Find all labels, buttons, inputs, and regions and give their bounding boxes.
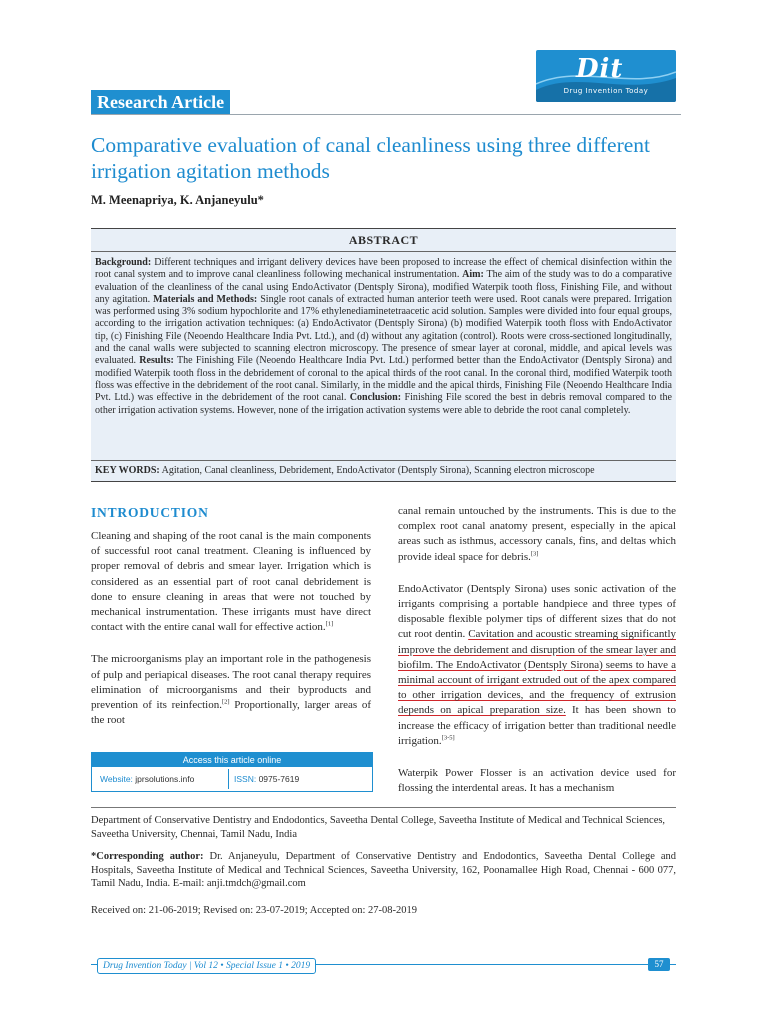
intro-p2-text: The microorganisms play an important role in the pathogenesis of pulp and periapical diseases. The root canal therapy requires elimination of microorganisms and their byproducts and prevention of its reinfection.: [91, 653, 371, 712]
logo-subtitle: Drug Invention Today: [563, 87, 649, 95]
intro-r2-tail: It has been shown to increase the efficacy of irrigation better than traditional needle irrigation.: [398, 704, 676, 747]
access-box: [91, 752, 373, 792]
results-label: Results:: [139, 355, 174, 367]
keywords-divider: [91, 460, 676, 461]
citation: [3-5]: [441, 734, 455, 742]
issn-value: 0975-7619: [258, 774, 300, 784]
conclusion-text: Finishing File scored the best in debris removal compared to the other irrigation activation systems. However, none of the irrigation activation systems were able to debride the root canal completely.: [95, 392, 672, 416]
corresponding-author: [91, 850, 676, 891]
access-separator: [228, 769, 229, 789]
intro-paragraph-5: [398, 766, 676, 796]
access-heading: Access this article online: [92, 753, 372, 767]
abstract-heading: ABSTRACT: [348, 233, 419, 247]
results-text: The Finishing File (Neoendo Healthcare India Pvt. Ltd.) performed better than the EndoActivator (Dentsply Sirona) and modified Waterpik tooth floss in the debridement of coronal to the apical thirds of the root canal. In the coronal third, modified Waterpik tooth floss was effective in the debridement of the root canal. Similarly, in the middle and the apical thirds, Finishing File (Neoendo Healthcare India Pvt. Ltd.) was effective in the debridement of the root canal.: [95, 355, 672, 404]
aim-label: Aim:: [462, 269, 484, 281]
citation: [3]: [530, 549, 539, 557]
introduction-heading: INTRODUCTION: [91, 505, 209, 520]
background-text: Different techniques and irrigant delivery devices have been proposed to increase the effect of chemical disinfection within the root canal system and to improve canal cleanliness following mechanical instrumentation.: [95, 257, 672, 281]
section-divider: [91, 114, 681, 115]
abstract-divider: [91, 251, 676, 252]
journal-logo: [536, 50, 676, 102]
intro-paragraph-4: [398, 582, 676, 749]
affiliation: Department of Conservative Dentistry and Endodontics, Saveetha Dental College, Saveetha Institute of Medical and Technical Sciences, Saveetha University, Chennai, Tamil Nadu, India: [91, 815, 666, 840]
keywords-text: Agitation, Canal cleanliness, Debridement, EndoActivator (Dentsply Sirona), Scanning electron microscope: [159, 465, 595, 476]
left-column: [91, 529, 371, 745]
access-issn: [234, 774, 299, 784]
authors: M. Meenapriya, K. Anjaneyulu*: [91, 193, 264, 207]
intro-r2-text: EndoActivator (Dentsply Sirona) uses sonic activation of the irrigants comprising a portable handpiece and three types of disposable flexible polymer tips of different sizes that do not cut root dentin.: [398, 582, 676, 641]
background-label: Background:: [95, 257, 152, 268]
section-label: Research Article: [91, 90, 230, 114]
footer-journal: Drug Invention Today | Vol 12 • Special Issue 1 • 2019: [97, 958, 316, 974]
article-title: Comparative evaluation of canal cleanliness using three different irrigation agitation methods: [91, 133, 650, 183]
abstract-text: [95, 257, 672, 417]
methods-text: Single root canals of extracted human anterior teeth were used. Root canals were prepared. Irrigation was performed using 3% sodium hypochlorite and 17% ethylenediaminetetraacetic acid solution. Samples were divided into four equal groups, according to the irrigation activation techniques: (a) EndoActivator (Dentsply Sirona) (b) modified Waterpik tooth floss with EndoActivator tip, (c) Finishing File (Neoendo Healthcare India Pvt. Ltd.), and (d) without any agitation (control). Roots were cross-sectioned longitudinally, and the canal walls were subjected to scanning electron microscopy. The presence of smear layer at coronal, middle, and apical levels was evaluated.: [95, 293, 672, 367]
methods-label: Materials and Methods:: [153, 293, 258, 305]
intro-paragraph-1: [91, 529, 371, 635]
right-column: [398, 504, 676, 813]
citation: [2]: [221, 698, 230, 706]
intro-r1-text: canal remain untouched by the instruments. This is due to the complex root canal anatomy present, especially in the apical areas such as isthmus, accessory canals, fins, and deltas which provide ideal space for debris.: [398, 505, 676, 563]
citation: [1]: [325, 620, 334, 628]
issn-label: ISSN:: [234, 774, 259, 784]
intro-p1-text: Cleaning and shaping of the root canal is the main components of successful root canal treatment. Cleaning is influenced by proper removal of debris and smear layer. Irrigation which is considered as an essential part of root canal debridement is done to ensure cleaning in areas that were not touched by mechanical instrumentation. These irrigants must have direct contact with the entire canal wall for effective action.: [91, 530, 371, 634]
intro-r3-text: Waterpik Power Flosser is an activation device used for flossing the interdental areas. It has a mechanism: [398, 767, 676, 795]
logo-word: Dit: [576, 54, 624, 84]
aim-text: The aim of the study was to do a comparative evaluation of the cleanliness of the canal using EndoActivator (Dentsply Sirona), modified Waterpik tooth floss, Finishing File, and without any agitation.: [95, 269, 672, 305]
received-dates: Received on: 21-06-2019; Revised on: 23-07-2019; Accepted on: 27-08-2019: [91, 905, 418, 916]
intro-paragraph-3: [398, 504, 676, 565]
keywords-label: KEY WORDS:: [95, 465, 160, 476]
corresponding-text: Dr. Anjaneyulu, Department of Conservative Dentistry and Endodontics, Saveetha Dental College and Hospitals, Saveetha Institute of Medical and Technical Sciences, Saveetha University, 162, Poonamallee High Road, Chennai - 600 077, Tamil Nadu, India. E-mail: anji.tmdch@gmail.com: [91, 851, 676, 889]
conclusion-label: Conclusion:: [349, 392, 402, 404]
red-underlined-text: Cavitation and acoustic streaming significantly improve the debridement and disruption of the smear layer and biofilm. The EndoActivator (Dentsply Sirona) seems to have a minimal account of irrigant extruded out of the apex compared to other irrigation devices, and the frequency of extrusion depends on apical preparation size.: [398, 628, 676, 717]
footnote-divider: [91, 807, 676, 808]
page-number: 57: [648, 958, 670, 971]
keywords: [95, 464, 672, 477]
access-website: [100, 774, 194, 784]
abstract-box: [91, 228, 676, 482]
website-link[interactable]: jprsolutions.info: [135, 774, 195, 784]
intro-p2-tail: Proportionally, larger areas of the root: [91, 699, 371, 727]
intro-paragraph-2: [91, 652, 371, 728]
corresponding-label: *Corresponding author:: [91, 851, 204, 862]
website-label: Website:: [100, 774, 136, 784]
